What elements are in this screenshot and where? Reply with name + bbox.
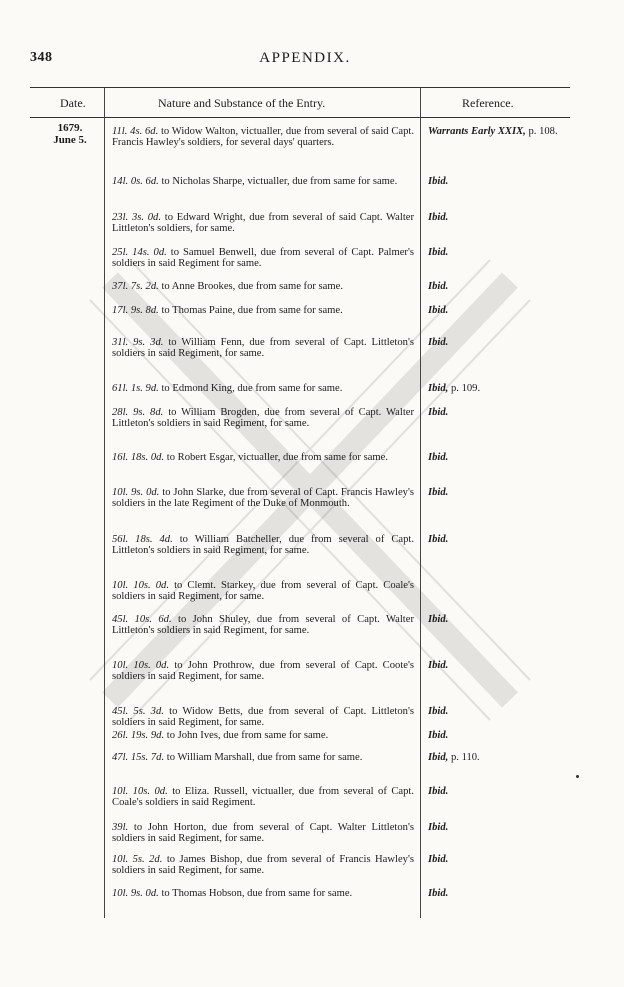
entry-text	[112, 126, 414, 149]
entry-description: to John Slarke, due from several of Capt. Francis Hawley's soldiers in the late Regiment of the Duke of Monmouth.	[112, 487, 414, 510]
ink-speck	[576, 775, 579, 778]
entry-text	[112, 337, 414, 360]
list-item	[112, 452, 449, 463]
column-header-reference: Reference.	[462, 96, 514, 110]
reference-title: Ibid,	[428, 383, 449, 394]
entry-amount: 10l. 5s. 2d.	[112, 854, 163, 865]
reference-title: Ibid.	[428, 614, 449, 625]
entry-reference	[428, 854, 568, 865]
entry-text	[112, 247, 414, 270]
entry-amount: 10l. 9s. 0d.	[112, 487, 160, 498]
entry-reference	[428, 337, 568, 348]
entry-text	[112, 706, 414, 729]
list-item	[112, 305, 449, 316]
entry-reference	[428, 660, 568, 671]
entry-reference	[428, 706, 568, 717]
entry-text	[112, 212, 414, 235]
column-headers	[30, 96, 570, 114]
list-item	[112, 888, 449, 899]
reference-title: Ibid.	[428, 407, 449, 418]
entry-description: to Anne Brookes, due from same for same.	[161, 281, 343, 292]
entry-reference	[428, 730, 568, 741]
entry-text	[112, 281, 414, 292]
entry-reference	[428, 786, 568, 797]
entry-description: to Clemt. Starkey, due from several of Capt. Coale's soldiers in said Regiment, for same.	[112, 580, 415, 603]
entry-description: to Thomas Paine, due from same for same.	[161, 305, 343, 316]
list-item	[112, 706, 449, 729]
entry-amount: 56l. 18s. 4d.	[112, 534, 173, 545]
entry-reference	[428, 752, 568, 763]
reference-title: Ibid.	[428, 534, 449, 545]
column-header-nature: Nature and Substance of the Entry.	[158, 96, 326, 110]
entry-description: to Eliza. Russell, victualler, due from several of Capt. Coale's soldiers in said Regiment.	[112, 786, 414, 809]
entry-amount: 26l. 19s. 9d.	[112, 730, 165, 741]
entry-description: to Nicholas Sharpe, victualler, due from same for same.	[161, 176, 398, 187]
list-item	[112, 580, 414, 603]
entry-reference	[428, 212, 568, 223]
entry-amount: 10l. 10s. 0d.	[112, 786, 168, 797]
entry-amount: 11l. 4s. 6d.	[112, 126, 159, 137]
entry-text	[112, 854, 414, 877]
entry-description: to John Horton, due from several of Capt. Walter Littleton's soldiers in said Regiment, for same.	[112, 822, 414, 845]
list-item	[112, 383, 481, 394]
reference-title: Ibid.	[428, 452, 449, 463]
entry-reference	[428, 614, 568, 625]
page-number: 348	[30, 50, 53, 65]
reference-page: p. 108.	[528, 126, 558, 137]
list-item	[112, 730, 449, 741]
column-divider-reference	[420, 88, 421, 918]
entry-reference	[428, 247, 568, 258]
entry-amount: 10l. 10s. 0d.	[112, 580, 169, 591]
entry-amount: 23l. 3s. 0d.	[112, 212, 162, 223]
entry-text	[112, 580, 414, 603]
entry-description: to William Batcheller, due from several of Capt. Littleton's soldiers in said Regiment, for same.	[112, 534, 415, 557]
entry-amount: 61l. 1s. 9d.	[112, 383, 159, 394]
list-item	[112, 660, 449, 683]
entry-text	[112, 534, 414, 557]
entry-text	[112, 730, 414, 741]
list-item	[112, 176, 449, 187]
entry-text	[112, 786, 414, 809]
reference-title: Ibid,	[428, 752, 449, 763]
column-divider-date	[104, 88, 105, 918]
list-item	[112, 614, 449, 637]
entry-amount: 45l. 10s. 6d.	[112, 614, 172, 625]
entry-text	[112, 822, 414, 845]
entry-description: to William Marshall, due from same for same.	[166, 752, 363, 763]
entry-description: to Edmond King, due from same for same.	[161, 383, 343, 394]
reference-title: Ibid.	[428, 888, 449, 899]
entry-reference	[428, 126, 568, 137]
list-item	[112, 786, 449, 809]
entry-description: to Edward Wright, due from several of said Capt. Walter Littleton's soldiers, for same.	[112, 212, 414, 235]
entry-amount: 28l. 9s. 8d.	[112, 407, 164, 418]
entry-text	[112, 407, 414, 430]
entry-amount: 10l. 10s. 0d.	[112, 660, 170, 671]
entry-description: to Robert Esgar, victualler, due from same for same.	[166, 452, 389, 463]
reference-title: Ibid.	[428, 660, 449, 671]
reference-title: Ibid.	[428, 822, 449, 833]
reference-title: Ibid.	[428, 487, 449, 498]
date-cell	[40, 122, 100, 146]
reference-title: Ibid.	[428, 337, 449, 348]
list-item	[112, 822, 449, 845]
entry-reference	[428, 534, 568, 545]
list-item	[112, 247, 449, 270]
entry-description: to John Ives, due from same for same.	[166, 730, 329, 741]
entry-amount: 31l. 9s. 3d.	[112, 337, 164, 348]
entry-reference	[428, 822, 568, 833]
entry-amount: 45l. 5s. 3d.	[112, 706, 164, 717]
entry-text	[112, 487, 414, 510]
entry-text	[112, 888, 414, 899]
entry-amount: 47l. 15s. 7d.	[112, 752, 165, 763]
entry-description: to William Fenn, due from several of Capt. Littleton's soldiers in said Regiment, for same.	[112, 337, 414, 360]
entry-text	[112, 383, 414, 394]
entry-text	[112, 305, 414, 316]
entry-amount: 14l. 0s. 6d.	[112, 176, 159, 187]
reference-title: Ibid.	[428, 305, 449, 316]
entry-amount: 39l.	[112, 822, 129, 833]
entry-reference	[428, 383, 568, 394]
list-item	[112, 854, 449, 877]
entry-reference	[428, 487, 568, 498]
entry-text	[112, 176, 414, 187]
entry-text	[112, 614, 414, 637]
list-item	[112, 126, 558, 149]
date-year: 1679.	[57, 122, 83, 134]
reference-title: Ibid.	[428, 176, 449, 187]
reference-page: p. 110.	[450, 752, 480, 763]
entry-amount: 25l. 14s. 0d.	[112, 247, 167, 258]
list-item	[112, 752, 480, 763]
entry-amount: 16l. 18s. 0d.	[112, 452, 165, 463]
entry-reference	[428, 452, 568, 463]
date-day: June 5.	[53, 134, 87, 146]
reference-title: Ibid.	[428, 706, 449, 717]
page-header	[30, 48, 580, 72]
entry-text	[112, 752, 414, 763]
entry-reference	[428, 407, 568, 418]
list-item	[112, 534, 449, 557]
reference-title: Ibid.	[428, 281, 449, 292]
top-rule	[30, 87, 570, 88]
reference-title: Warrants Early XXIX,	[428, 126, 526, 137]
entry-reference	[428, 176, 568, 187]
list-item	[112, 337, 449, 360]
header-rule	[30, 117, 570, 118]
list-item	[112, 487, 449, 510]
entry-text	[112, 660, 414, 683]
reference-title: Ibid.	[428, 730, 449, 741]
entry-amount: 37l. 7s. 2d.	[112, 281, 159, 292]
entry-description: to James Bishop, due from several of Francis Hawley's soldiers in said Regiment, for same.	[112, 854, 414, 877]
list-item	[112, 407, 449, 430]
entry-description: to John Shuley, due from several of Capt. Walter Littleton's soldiers in said Regiment, for same.	[112, 614, 414, 637]
reference-title: Ibid.	[428, 212, 449, 223]
entry-amount: 10l. 9s. 0d.	[112, 888, 159, 899]
reference-title: Ibid.	[428, 786, 449, 797]
reference-page: p. 109.	[450, 383, 481, 394]
entry-description: to Samuel Benwell, due from several of Capt. Palmer's soldiers in said Regiment for same.	[112, 247, 414, 270]
entry-description: to William Brogden, due from several of Capt. Walter Littleton's soldiers in said Regiment, for same.	[112, 407, 414, 430]
entry-reference	[428, 888, 568, 899]
entry-reference	[428, 305, 568, 316]
reference-title: Ibid.	[428, 854, 449, 865]
entry-reference	[428, 281, 568, 292]
entry-description: to Thomas Hobson, due from same for same.	[161, 888, 353, 899]
entry-text	[112, 452, 414, 463]
entry-description: to Widow Betts, due from several of Capt. Littleton's soldiers in said Regiment, for same.	[112, 706, 414, 729]
reference-title: Ibid.	[428, 247, 449, 258]
list-item	[112, 281, 449, 292]
entry-description: to John Prothrow, due from several of Capt. Coote's soldiers in said Regiment, for same.	[112, 660, 414, 683]
entry-description: to Widow Walton, victualler, due from several of said Capt. Francis Hawley's soldiers, for several days' quarters.	[112, 126, 415, 149]
entry-amount: 17l. 9s. 8d.	[112, 305, 159, 316]
running-head: APPENDIX.	[259, 50, 351, 66]
list-item	[112, 212, 449, 235]
column-header-date: Date.	[60, 96, 86, 110]
